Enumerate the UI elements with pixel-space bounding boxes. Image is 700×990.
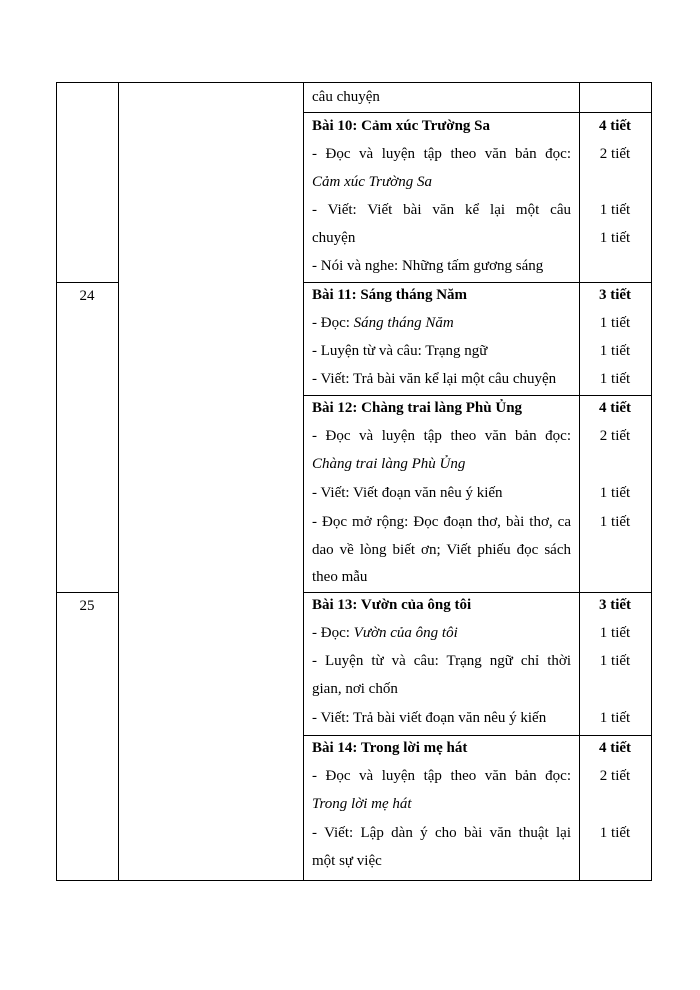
lesson-title: Bài 12: Chàng trai làng Phù Ủng [312,400,523,416]
content-line: - Đọc và luyện tập theo văn bản đọc: [312,146,571,162]
lesson-total-hours: 4 tiết [598,740,632,756]
table-border [56,880,652,881]
item-hours: 1 tiết [599,343,631,359]
table-border [651,82,652,881]
content-line: - Viết: Viết đoạn văn nêu ý kiến [312,485,503,501]
item-hours: 1 tiết [599,710,631,726]
lesson-title: Bài 13: Vườn của ông tôi [312,597,472,613]
lesson-total-hours: 4 tiết [598,400,632,416]
content-line: - Luyện từ và câu: Trạng ngữ [312,343,488,359]
content-line: - Đọc và luyện tập theo văn bản đọc: [312,428,571,444]
content-line: câu chuyện [312,89,380,105]
curriculum-table [56,82,652,881]
content-line: - Nói và nghe: Những tấm gương sáng [312,258,544,274]
content-line: chuyện [312,230,356,246]
content-line: - Viết: Viết bài văn kể lại một câu [312,202,571,218]
week-number: 25 [79,598,95,614]
table-border [303,592,652,593]
item-hours: 1 tiết [599,315,631,331]
content-line: - Viết: Trả bài viết đoạn văn nêu ý kiến [312,710,547,726]
item-hours: 1 tiết [599,371,631,387]
table-border [303,735,652,736]
item-hours: 2 tiết [599,146,631,162]
lesson-title: Bài 11: Sáng tháng Năm [312,287,468,303]
item-hours: 1 tiết [599,825,631,841]
item-hours: 1 tiết [599,230,631,246]
content-line: - Viết: Lập dàn ý cho bài văn thuật lại [312,825,571,841]
table-border [56,82,652,83]
content-line: Cảm xúc Trường Sa [312,174,432,190]
item-hours: 1 tiết [599,653,631,669]
table-border [56,282,118,283]
item-hours: 1 tiết [599,514,631,530]
table-border [56,592,118,593]
table-border [303,82,304,881]
table-border [118,82,119,881]
lesson-total-hours: 4 tiết [598,118,632,134]
lesson-title: Bài 10: Cảm xúc Trường Sa [312,118,491,134]
content-line [312,624,458,642]
content-line: - Đọc và luyện tập theo văn bản đọc: [312,768,571,784]
table-border [303,282,652,283]
content-line: - Viết: Trả bài văn kể lại một câu chuyện [312,371,557,387]
table-border [303,112,652,113]
item-hours: 1 tiết [599,202,631,218]
item-hours: 1 tiết [599,625,631,641]
item-hours: 1 tiết [599,485,631,501]
lesson-total-hours: 3 tiết [598,597,632,613]
item-hours: 2 tiết [599,428,631,444]
table-border [56,82,57,881]
item-hours: 2 tiết [599,768,631,784]
content-line: một sự việc [312,853,382,869]
content-line: theo mẫu [312,569,368,585]
table-border [303,395,652,396]
content-label: - Đọc: [312,315,354,331]
content-line: gian, nơi chốn [312,681,398,697]
reading-title: Vườn của ông tôi [353,625,458,641]
content-line: Chàng trai làng Phù Ủng [312,456,466,472]
lesson-title: Bài 14: Trong lời mẹ hát [312,740,468,756]
lesson-total-hours: 3 tiết [598,287,632,303]
content-line: Trong lời mẹ hát [312,796,412,812]
content-line: - Luyện từ và câu: Trạng ngữ chỉ thời [312,653,571,669]
content-line: dao về lòng biết ơn; Viết phiếu đọc sách [312,542,571,558]
week-number: 24 [79,288,95,304]
content-line: - Đọc mở rộng: Đọc đoạn thơ, bài thơ, ca [312,514,571,530]
reading-title: Sáng tháng Năm [353,315,454,331]
content-label: - Đọc: [312,625,354,641]
content-line [312,314,454,332]
